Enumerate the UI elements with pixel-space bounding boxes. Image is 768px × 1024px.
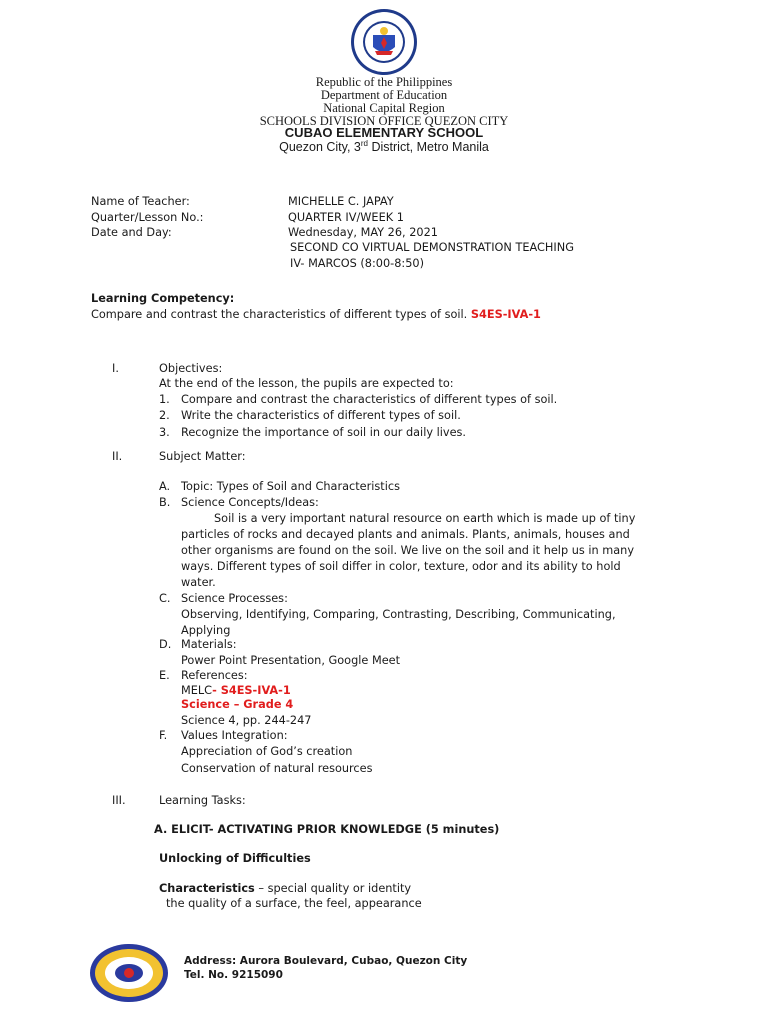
values-line: Conservation of natural resources [181,762,373,775]
concept-line: ways. Different types of soil differ in color, texture, odor and its ability to hold [181,560,621,573]
definition-line: the quality of a surface, the feel, appearance [166,897,422,910]
concept-line: other organisms are found on the soil. We live on the soil and it help us in many [181,544,635,557]
quarter-value: QUARTER IV/WEEK 1 [288,211,404,224]
subject-values-title: Values Integration: [181,729,288,742]
processes-line: Observing, Identifying, Comparing, Contrasting, Describing, Communicating, [181,608,616,621]
reference-melc: MELC- S4ES-IVA-1 [181,684,291,697]
subject-item-letter: C. [159,592,171,605]
quarter-label: Quarter/Lesson No.: [91,211,204,224]
subject-processes-title: Science Processes: [181,592,288,605]
tasks-number: III. [112,794,126,807]
subject-item-letter: D. [159,638,172,651]
tasks-title: Learning Tasks: [159,794,246,807]
objective-text: Write the characteristics of different types of soil. [181,409,461,422]
teacher-value: MICHELLE C. JAPAY [288,195,394,208]
reference-pages: Science 4, pp. 244-247 [181,714,312,727]
subject-concepts-title: Science Concepts/Ideas: [181,496,319,509]
concept-line: Soil is a very important natural resource on earth which is made up of tiny [214,512,636,525]
competency-heading: Learning Competency: [91,292,235,305]
objective-number: 1. [159,393,170,406]
session-title: SECOND CO VIRTUAL DEMONSTRATION TEACHING [290,241,574,254]
unlocking-heading: Unlocking of Difficulties [159,852,311,865]
elicit-heading: A. ELICIT- ACTIVATING PRIOR KNOWLEDGE (5 minutes) [154,823,500,836]
objective-text: Recognize the importance of soil in our daily lives. [181,426,466,439]
school-name: CUBAO ELEMENTARY SCHOOL [284,125,484,140]
competency-text: Compare and contrast the characteristics of different types of soil. S4ES-IVA-1 [91,308,541,321]
subject-title: Subject Matter: [159,450,246,463]
concept-line: water. [181,576,216,589]
section-time: IV- MARCOS (8:00-8:50) [290,257,424,270]
values-line: Appreciation of God’s creation [181,745,353,758]
objective-number: 3. [159,426,170,439]
objectives-number: I. [112,362,119,375]
school-logo [89,943,169,1003]
materials-line: Power Point Presentation, Google Meet [181,654,401,667]
subject-references-title: References: [181,669,248,682]
date-value: Wednesday, MAY 26, 2021 [288,226,438,239]
subject-materials-title: Materials: [181,638,237,651]
processes-line: Applying [181,624,231,637]
objective-number: 2. [159,409,170,422]
subject-item-letter: A. [159,480,171,493]
header-department: Department of Education [320,88,448,102]
teacher-label: Name of Teacher: [91,195,190,208]
subject-item-letter: B. [159,496,171,509]
subject-item-letter: F. [159,729,168,742]
subject-number: II. [112,450,123,463]
definition-line: Characteristics – special quality or identity [159,882,412,895]
date-label: Date and Day: [91,226,172,239]
footer-address: Address: Aurora Boulevard, Cubao, Quezon City [184,955,468,967]
subject-item-letter: E. [159,669,170,682]
school-address: Quezon City, 3rd District, Metro Manila [279,139,489,155]
reference-book: Science – Grade 4 [181,698,294,711]
header-region: National Capital Region [323,101,445,115]
deped-seal [349,7,419,77]
objectives-intro: At the end of the lesson, the pupils are expected to: [159,377,454,390]
footer-telephone: Tel. No. 9215090 [184,969,283,981]
subject-topic: Topic: Types of Soil and Characteristics [181,480,400,493]
objective-text: Compare and contrast the characteristics of different types of soil. [181,393,558,406]
objectives-title: Objectives: [159,362,223,375]
header-division: SCHOOLS DIVISION OFFICE QUEZON CITY [259,114,509,128]
header-republic: Republic of the Philippines [315,75,453,89]
concept-line: particles of rocks and decayed plants and animals. Plants, animals, houses and [181,528,630,541]
